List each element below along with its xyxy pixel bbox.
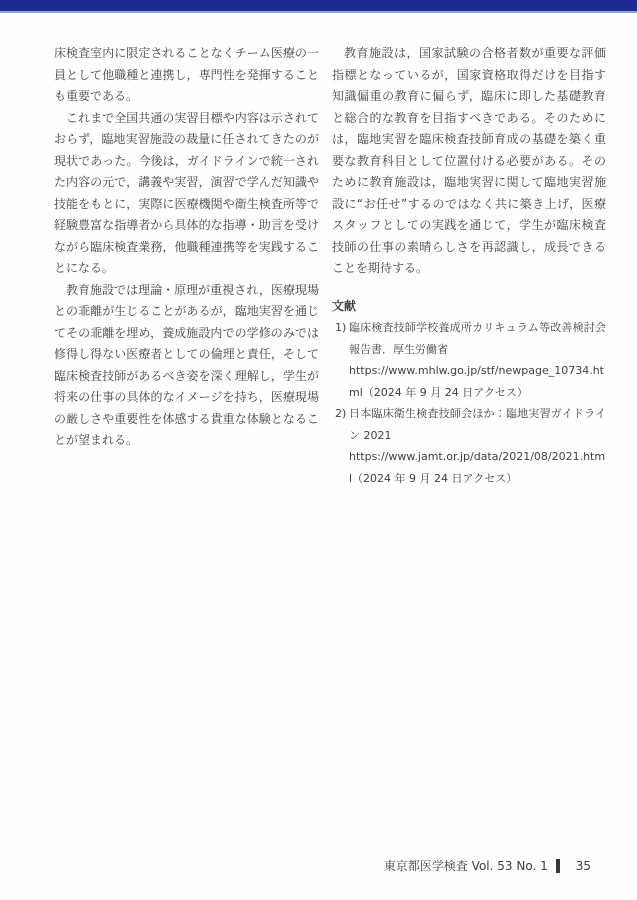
references-section	[332, 296, 606, 490]
page-footer	[384, 857, 591, 875]
reference-number: 1)	[335, 321, 347, 334]
reference-item	[332, 403, 606, 489]
footer-separator-bar	[556, 859, 560, 873]
reference-url: https://www.jamt.or.jp/data/2021/08/2021.html（2024 年 9 月 24 日アクセス）	[349, 450, 606, 485]
page-top-accent-bar	[0, 0, 637, 11]
paragraph: 教育施設は，国家試験の合格者数が重要な評価指標となっているが，国家資格取得だけを目指す知識偏重の教育に偏らず，臨床に即した基礎教育と総合的な教育を目指すべきである。そのためには，臨地実習を臨床検査技師育成の基礎を築く重要な教育科目として位置付ける必要がある。そのために教育施設は，臨地実習に関して臨地実習施設に“お任せ”するのではなく共に築き上げ，医療スタッフとしての実践を通じて，学生が臨床検査技師の仕事の素晴らしさを再認識し，成長できることを期待する。	[332, 46, 606, 275]
reference-text: 臨床検査技師学校養成所カリキュラム等改善検討会報告書．厚生労働省	[349, 321, 606, 356]
paragraph: これまで全国共通の実習目標や内容は示されておらず，臨地実習施設の裁量に任されてきたのが現状であった。今後は，ガイドラインで統一された内容の元で，講義や実習，演習で学んだ知識や技能をもとに，実際に医療機関や衛生検査所等で経験豊富な指導者から具体的な指導・助言を受けながら臨床検査業務，他職種連携等を実践することになる。	[54, 110, 319, 275]
journal-volume-info: 東京都医学検査 Vol. 53 No. 1	[383, 859, 548, 873]
left-column	[54, 43, 319, 489]
paragraph-continuation: 床検査室内に限定されることなくチーム医療の一員として他職種と連携し，専門性を発揮することも重要である。	[54, 46, 319, 103]
reference-url: https://www.mhlw.go.jp/stf/newpage_10734.html（2024 年 9 月 24 日アクセス）	[349, 364, 604, 399]
page-number: 35	[575, 859, 591, 873]
references-list	[332, 317, 606, 489]
article-body	[0, 13, 637, 489]
reference-text: 日本臨床衛生検査技師会ほか：臨地実習ガイドライン 2021	[349, 407, 606, 442]
reference-item	[332, 317, 606, 403]
references-heading: 文献	[332, 298, 357, 313]
reference-number: 2)	[335, 407, 347, 420]
paragraph: 教育施設では理論・原理が重視され，医療現場との乖離が生じることがあるが，臨地実習を通じてその乖離を埋め，養成施設内での学修のみでは修得し得ない医療者としての倫理と責任，そして臨床検査技師があるべき姿を深く理解し，学生が将来の仕事の具体的なイメージを持ち，医療現場の厳しさや重要性を体感する貴重な体験となることが望まれる。	[54, 282, 319, 447]
right-column	[332, 43, 606, 489]
